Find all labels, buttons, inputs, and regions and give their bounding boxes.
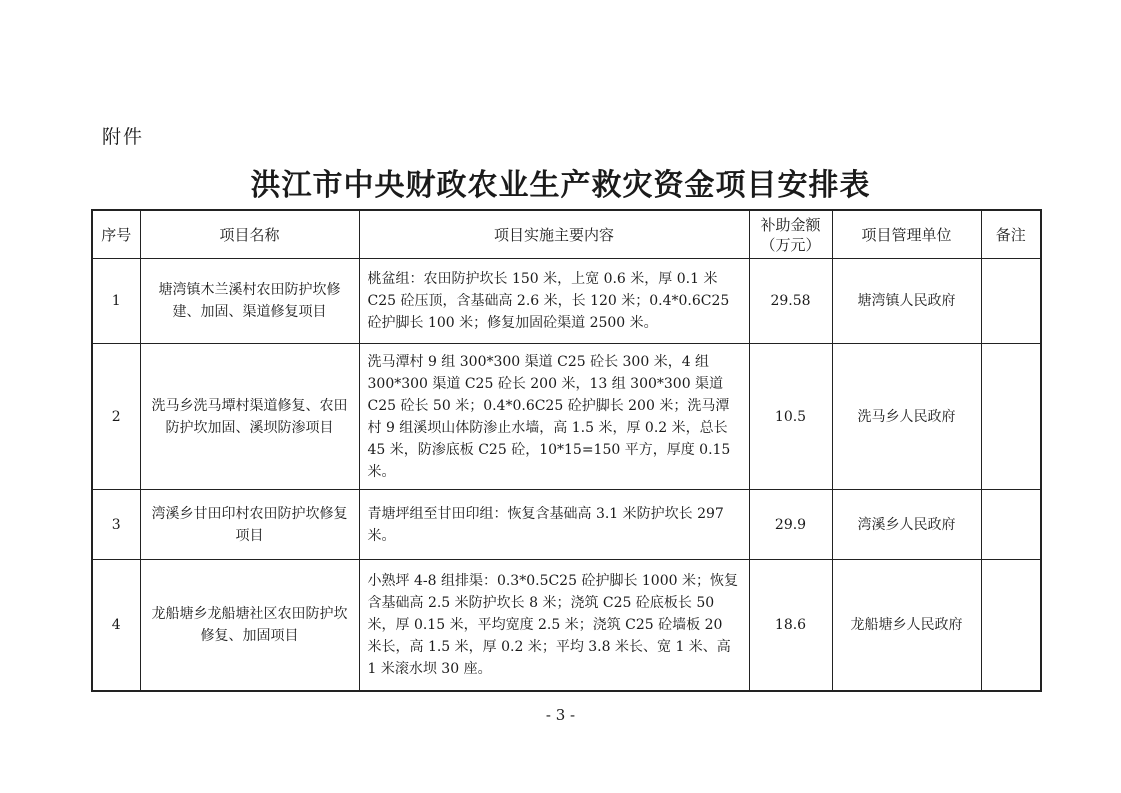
row-content: 小熟坪 4-8 组排渠：0.3*0.5C25 砼护脚长 1000 米；恢复含基础高 2.5 米防护坎长 8 米；浇筑 C25 砼底板长 50 米，厚 0.15 米，平均宽度 2.5 米；浇筑 C25 砼墙板 20 米长，高 1.5 米，厚 0.2 米；平均 3.8 米长、宽 1 米、高 1 米滚水坝 30 座。 bbox=[359, 560, 749, 692]
row-amount: 29.58 bbox=[749, 259, 832, 344]
project-table bbox=[91, 209, 1042, 692]
header-managing-unit: 项目管理单位 bbox=[832, 210, 981, 259]
table-row bbox=[92, 344, 1041, 490]
row-remark bbox=[981, 344, 1041, 490]
row-no: 1 bbox=[92, 259, 140, 344]
table-row bbox=[92, 259, 1041, 344]
table-header-row bbox=[92, 210, 1041, 259]
row-no: 2 bbox=[92, 344, 140, 490]
row-content: 青塘坪组至甘田印组：恢复含基础高 3.1 米防护坎长 297 米。 bbox=[359, 490, 749, 560]
row-project-name: 湾溪乡甘田印村农田防护坎修复项目 bbox=[140, 490, 359, 560]
row-amount: 18.6 bbox=[749, 560, 832, 692]
header-content: 项目实施主要内容 bbox=[359, 210, 749, 259]
table-row bbox=[92, 560, 1041, 692]
row-content: 桃盆组：农田防护坎长 150 米，上宽 0.6 米，厚 0.1 米 C25 砼压顶，含基础高 2.6 米，长 120 米；0.4*0.6C25 砼护脚长 100 米；修复加固砼渠道 2500 米。 bbox=[359, 259, 749, 344]
row-amount: 10.5 bbox=[749, 344, 832, 490]
row-remark bbox=[981, 490, 1041, 560]
row-project-name: 塘湾镇木兰溪村农田防护坎修建、加固、渠道修复项目 bbox=[140, 259, 359, 344]
row-project-name: 洗马乡洗马墰村渠道修复、农田防护坎加固、溪坝防渗项目 bbox=[140, 344, 359, 490]
row-managing-unit: 洗马乡人民政府 bbox=[832, 344, 981, 490]
row-no: 3 bbox=[92, 490, 140, 560]
row-managing-unit: 龙船塘乡人民政府 bbox=[832, 560, 981, 692]
table-row bbox=[92, 490, 1041, 560]
header-no: 序号 bbox=[92, 210, 140, 259]
header-remark: 备注 bbox=[981, 210, 1041, 259]
header-amount: 补助金额（万元） bbox=[749, 210, 832, 259]
row-no: 4 bbox=[92, 560, 140, 692]
row-remark bbox=[981, 560, 1041, 692]
header-project-name: 项目名称 bbox=[140, 210, 359, 259]
document-title: 洪江市中央财政农业生产救灾资金项目安排表 bbox=[250, 168, 871, 203]
row-managing-unit: 塘湾镇人民政府 bbox=[832, 259, 981, 344]
page-number: - 3 - bbox=[545, 706, 576, 724]
row-content: 洗马潭村 9 组 300*300 渠道 C25 砼长 300 米，4 组 300*300 渠道 C25 砼长 200 米，13 组 300*300 渠道 C25 砼长 50 米；0.4*0.6C25 砼护脚长 200 米；洗马潭村 9 组溪坝山体防渗止水墙，高 1.5 米，厚 0.2 米，总长 45 米，防渗底板 C25 砼，10*15=150 平方，厚度 0.15 米。 bbox=[359, 344, 749, 490]
row-project-name: 龙船塘乡龙船塘社区农田防护坎修复、加固项目 bbox=[140, 560, 359, 692]
attachment-label: 附件 bbox=[102, 126, 145, 148]
row-remark bbox=[981, 259, 1041, 344]
row-amount: 29.9 bbox=[749, 490, 832, 560]
row-managing-unit: 湾溪乡人民政府 bbox=[832, 490, 981, 560]
